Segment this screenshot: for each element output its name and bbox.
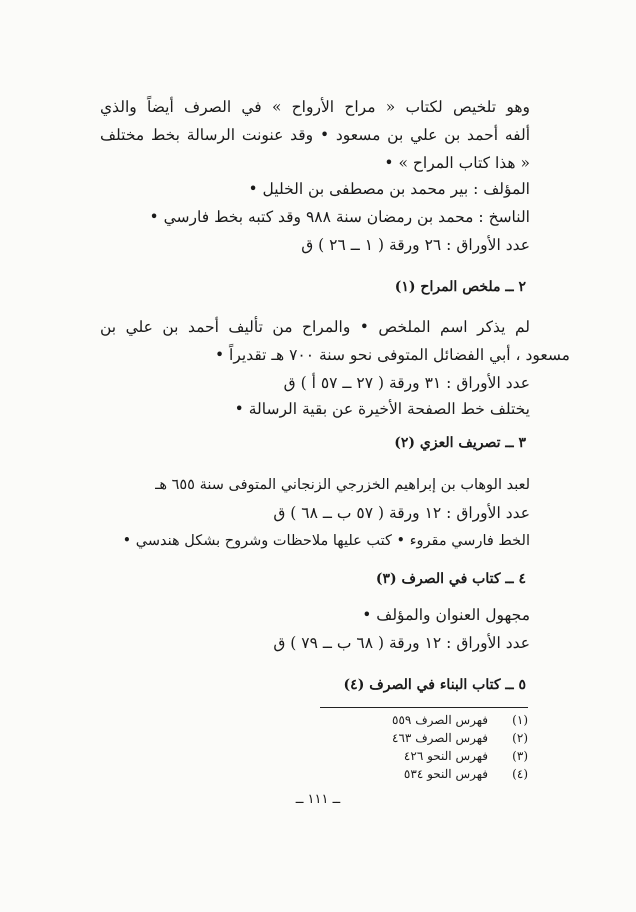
section-heading-3: ٣ ــ تصريف العزي (٢) <box>394 435 526 451</box>
footnote-number: (٤) <box>512 767 528 781</box>
body-line-2: ألفه أحمد بن علي بن مسعود • وقد عنونت الرسالة بخط مختلف <box>100 126 530 144</box>
section-heading-4: ٤ ــ كتاب في الصرف (٣) <box>375 571 526 587</box>
section-heading-2: ٢ ــ ملخص المراح (١) <box>394 279 526 295</box>
footnote-4 <box>404 766 528 782</box>
body-line-10: يختلف خط الصفحة الأخيرة عن بقية الرسالة • <box>234 400 530 418</box>
folio-count-line-3: عدد الأوراق : ١٢ ورقة ( ٥٧ ب ــ ٦٨ ) ق <box>273 504 530 522</box>
section-heading-5: ٥ ــ كتاب البناء في الصرف (٤) <box>343 677 526 693</box>
footnote-text: فهرس النحو ٤٢٦ <box>403 749 488 763</box>
body-line-3: « هذا كتاب المراح » • <box>384 154 530 172</box>
folio-count-line-1: عدد الأوراق : ٢٦ ورقة ( ١ ــ ٢٦ ) ق <box>301 236 530 254</box>
body-line-8: مسعود ، أبي الفضائل المتوفى نحو سنة ٧٠٠ هـ تقديراً • <box>214 346 570 364</box>
body-line-14: مجهول العنوان والمؤلف • <box>362 606 530 624</box>
footnote-1 <box>392 712 528 728</box>
footnote-text: فهرس الصرف ٥٥٩ <box>392 713 488 727</box>
footnote-number: (٢) <box>512 731 528 745</box>
body-line-11: لعبد الوهاب بن إبراهيم الخزرجي الزنجاني المتوفى سنة ٦٥٥ هـ <box>155 477 530 493</box>
folio-count-line-2: عدد الأوراق : ٣١ ورقة ( ٢٧ ــ ٥٧ أ ) ق <box>283 374 530 392</box>
body-line-1: وهو تلخيص لكتاب « مراح الأرواح » في الصرف أيضاً والذي <box>100 98 530 116</box>
page-number: ــ ١١١ ــ <box>295 792 341 807</box>
body-line-13: الخط فارسي مقروء • كتب عليها ملاحظات وشروح بشكل هندسي • <box>122 533 530 549</box>
footnote-number: (١) <box>512 713 528 727</box>
footnote-2 <box>392 730 528 746</box>
body-line-7: لم يذكر اسم الملخص • والمراح من تأليف أحمد بن علي بن <box>100 318 530 336</box>
footnote-3 <box>404 748 528 764</box>
footnote-number: (٣) <box>512 749 528 763</box>
copyist-line: الناسخ : محمد بن رمضان سنة ٩٨٨ وقد كتبه بخط فارسي • <box>149 208 530 226</box>
author-line: المؤلف : بير محمد بن مصطفى بن الخليل • <box>248 180 530 198</box>
footnote-divider <box>320 707 528 708</box>
folio-count-line-4: عدد الأوراق : ١٢ ورقة ( ٦٨ ب ــ ٧٩ ) ق <box>273 634 530 652</box>
footnote-text: فهرس النحو ٥٣٤ <box>403 767 488 781</box>
footnote-text: فهرس الصرف ٤٦٣ <box>392 731 488 745</box>
